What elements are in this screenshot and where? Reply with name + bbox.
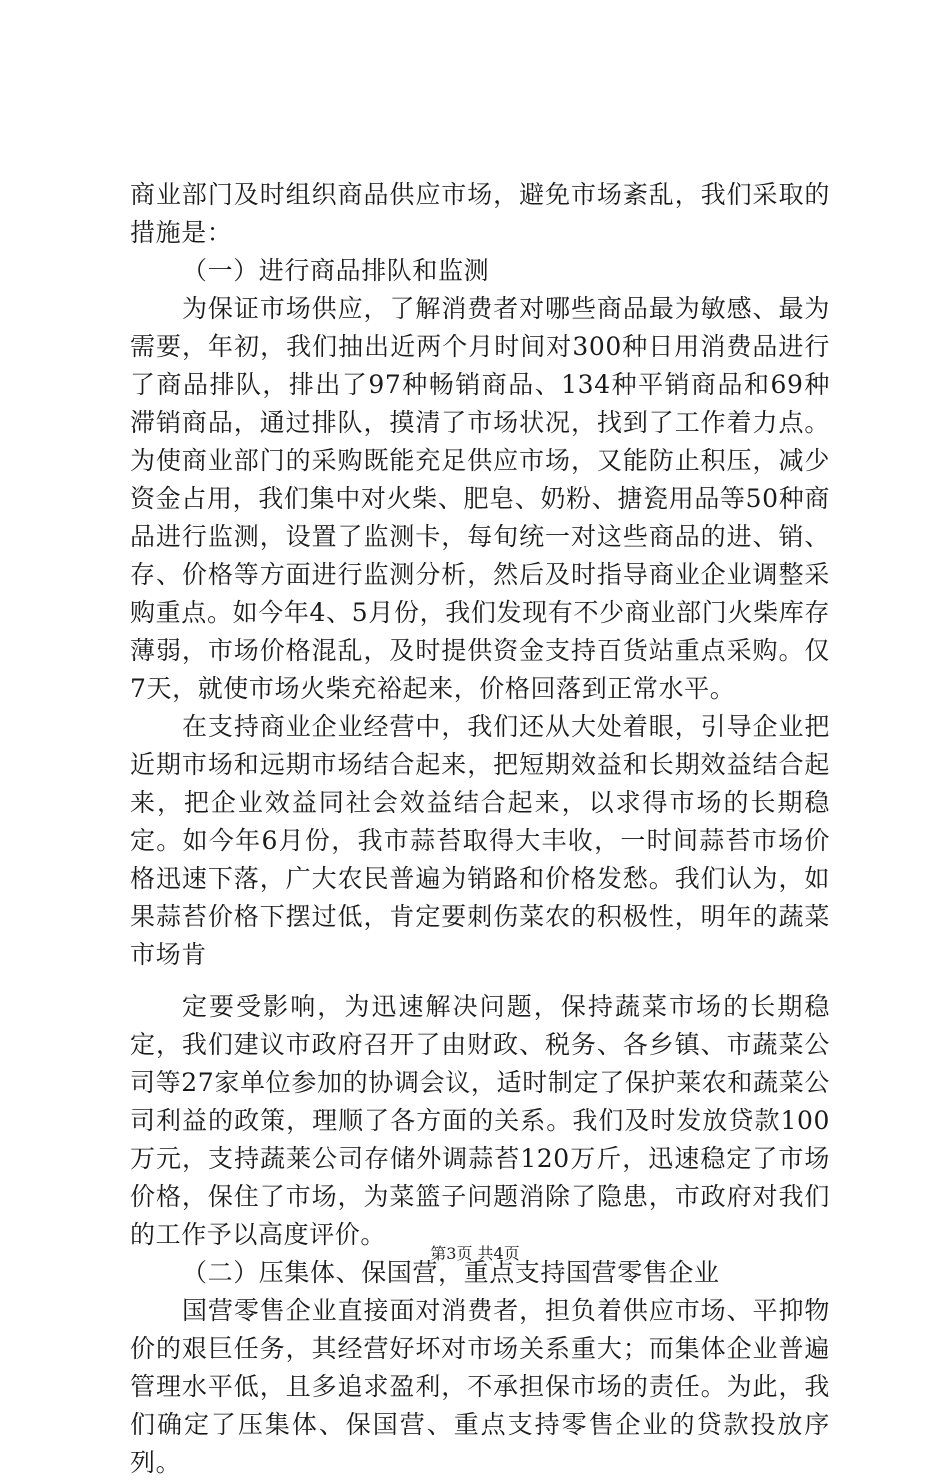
page-footer: 第3页 共4页 bbox=[430, 1244, 520, 1263]
document-body bbox=[130, 176, 830, 1482]
paragraph: 为保证市场供应，了解消费者对哪些商品最为敏感、最为需要，年初，我们抽出近两个月时间对300种日用消费品进行了商品排队，排出了97种畅销商品、134种平销商品和69种滞销商品，通过排队，摸清了市场状况，找到了工作着力点。为使商业部门的采购既能充足供应市场，又能防止积压，减少资金占用，我们集中对火柴、肥皂、奶粉、搪瓷用品等50种商品进行监测，设置了监测卡，每旬统一对这些商品的进、销、存、价格等方面进行监测分析，然后及时指导商业企业调整采购重点。如今年4、5月份，我们发现有不少商业部门火柴库存薄弱，市场价格混乱，及时提供资金支持百货站重点采购。仅7天，就使市场火柴充裕起来，价格回落到正常水平。 bbox=[130, 294, 830, 703]
paragraph: 国营零售企业直接面对消费者，担负着供应市场、平抑物价的艰巨任务，其经营好坏对市场关系重大；而集体企业普遍管理水平低，且多追求盈利，不承担保市场的责任。为此，我们确定了压集体、保国营、重点支持零售企业的贷款投放序列。 bbox=[130, 1296, 830, 1477]
paragraph: 在支持商业企业经营中，我们还从大处着眼，引导企业把近期市场和远期市场结合起来，把短期效益和长期效益结合起来，把企业效益同社会效益结合起来，以求得市场的长期稳定。如今年6月份，我市蒜苔取得大丰收，一时间蒜苔市场价格迅速下落，广大农民普遍为销路和价格发愁。我们认为，如果蒜苔价格下摆过低，肯定要刺伤菜农的积极性，明年的蔬菜市场肯 bbox=[130, 712, 830, 969]
section-heading-2: （二）压集体、保国营，重点支持国营零售企业 bbox=[182, 1258, 720, 1287]
paragraph-continuation: 商业部门及时组织商品供应市场，避免市场紊乱，我们采取的措施是： bbox=[130, 180, 830, 247]
section-heading-1: （一）进行商品排队和监测 bbox=[182, 256, 490, 285]
paragraph: 定要受影响，为迅速解决问题，保持蔬菜市场的长期稳定，我们建议市政府召开了由财政、税务、各乡镇、市蔬菜公司等27家单位参加的协调会议，适时制定了保护莱农和蔬菜公司利益的政策，理顺了各方面的关系。我们及时发放贷款100万元，支持蔬莱公司存储外调蒜苔120万斤，迅速稳定了市场价格，保住了市场，为菜篮子问题消除了隐患，市政府对我们的工作予以高度评价。 bbox=[130, 992, 830, 1249]
